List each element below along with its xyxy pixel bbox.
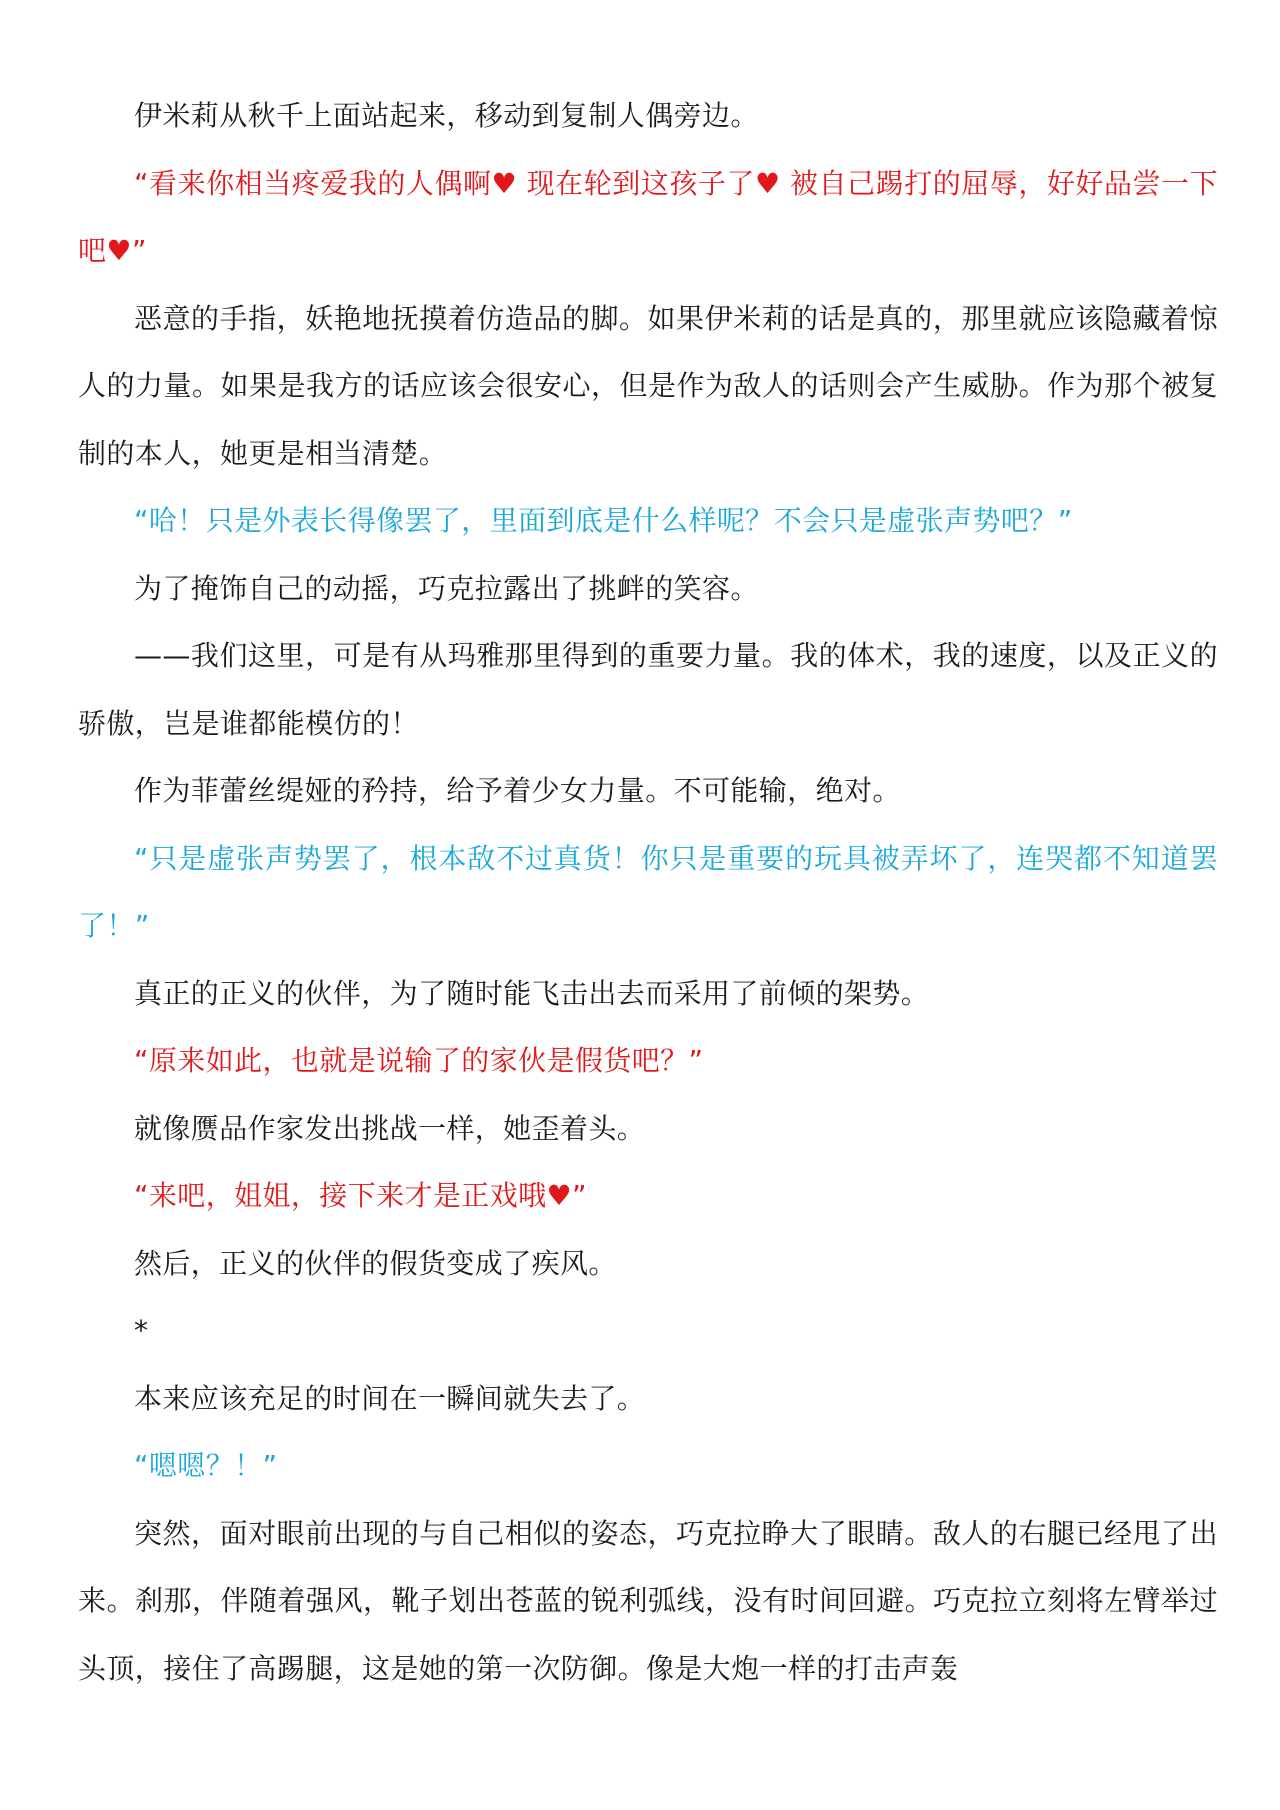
paragraph: 恶意的手指，妖艳地抚摸着仿造品的脚。如果伊米莉的话是真的，那里就应该隐藏着惊人的力量。如果是我方的话应该会很安心，但是作为敌人的话则会产生威胁。作为那个被复制的本人，她更是相当清楚。 bbox=[78, 301, 1218, 470]
dialogue-paragraph: “嗯嗯？！” bbox=[134, 1449, 278, 1482]
dialogue-paragraph: “只是虚张声势罢了，根本敌不过真货！你只是重要的玩具被弄坏了，连哭都不知道罢了！” bbox=[78, 841, 1218, 942]
paragraph: 就像赝品作家发出挑战一样，她歪着头。 bbox=[134, 1111, 646, 1145]
paragraph: 真正的正义的伙伴，为了随时能飞击出去而采用了前倾的架势。 bbox=[134, 976, 930, 1010]
paragraph: 然后，正义的伙伴的假货变成了疾风。 bbox=[134, 1246, 617, 1280]
scene-break: * bbox=[134, 1314, 149, 1347]
dialogue-paragraph: “哈！只是外表长得像罢了，里面到底是什么样呢？不会只是虚张声势吧？” bbox=[134, 504, 1073, 537]
paragraph: ——我们这里，可是有从玛雅那里得到的重要力量。我的体术，我的速度，以及正义的骄傲，岂是谁都能模仿的！ bbox=[78, 639, 1218, 740]
dialogue-paragraph: “来吧，姐姐，接下来才是正戏哦♥” bbox=[134, 1179, 587, 1212]
paragraph: 突然，面对眼前出现的与自己相似的姿态，巧克拉睁大了眼睛。敌人的右腿已经甩了出来。刹那，伴随着强风，靴子划出苍蓝的锐利弧线，没有时间回避。巧克拉立刻将左臂举过头顶，接住了高踢腿，这是她的第一次防御。像是大炮一样的打击声轰 bbox=[78, 1516, 1218, 1685]
paragraph: 作为菲蕾丝缇娅的矜持，给予着少女力量。不可能输，绝对。 bbox=[134, 774, 901, 807]
dialogue-paragraph: “原来如此，也就是说输了的家伙是假货吧？” bbox=[134, 1044, 704, 1077]
dialogue-paragraph: “看来你相当疼爱我的人偶啊♥ 现在轮到这孩子了♥ 被自己踢打的屈辱，好好品尝一下吧♥” bbox=[78, 166, 1218, 267]
paragraph: 为了掩饰自己的动摇，巧克拉露出了挑衅的笑容。 bbox=[134, 571, 759, 605]
paragraph: 本来应该充足的时间在一瞬间就失去了。 bbox=[134, 1381, 646, 1415]
paragraph: 伊米莉从秋千上面站起来，移动到复制人偶旁边。 bbox=[134, 99, 759, 132]
